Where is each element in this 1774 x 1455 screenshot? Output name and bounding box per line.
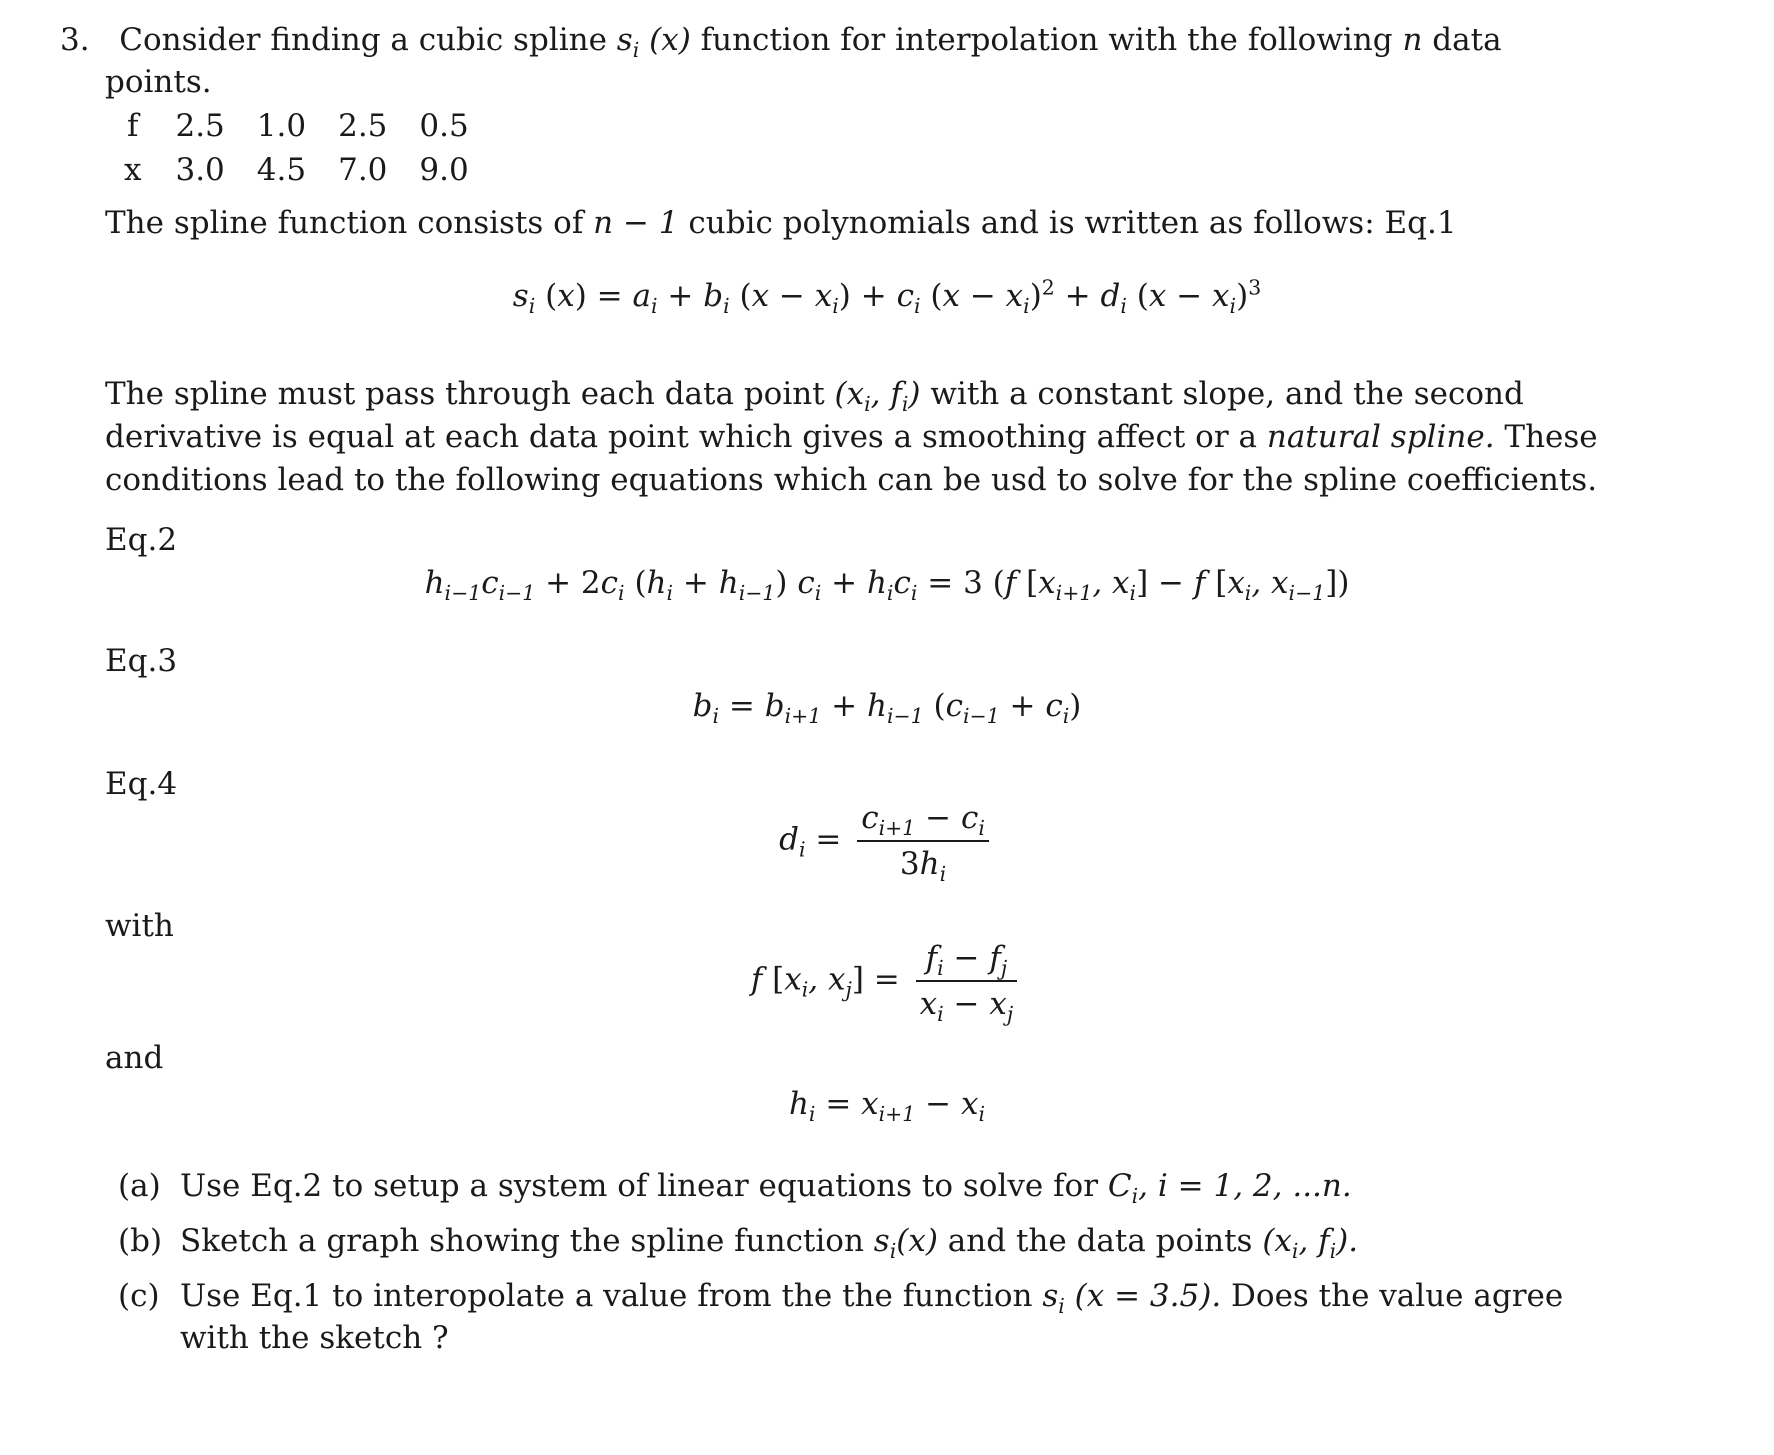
paragraph-line3: conditions lead to the following equations which can be usd to solve for the spline coefficients. xyxy=(105,462,1598,498)
problem-number: 3. xyxy=(60,22,90,58)
table-row-x xyxy=(124,148,485,192)
paragraph-line2: derivative is equal at each data point which gives a smoothing affect or a natural spline. These xyxy=(105,419,1598,455)
spline-sentence: The spline function consists of n − 1 cubic polynomials and is written as follows: Eq.1 xyxy=(105,205,1457,241)
item-a: (a) Use Eq.2 to setup a system of linear equations to solve for $C_i$, i = 1, 2, ...n. xyxy=(118,1168,1352,1209)
table-cell: 2.5 xyxy=(338,108,388,144)
table-label-f: f xyxy=(127,108,139,144)
table-cell: 4.5 xyxy=(256,152,307,188)
intro-text-end: function for interpolation with the following xyxy=(700,22,1393,58)
problem-intro-line2: points. xyxy=(105,64,212,100)
n-minus-one: n − 1 xyxy=(593,205,679,241)
table-cell: 7.0 xyxy=(338,152,388,188)
item-c: (c) Use Eq.1 to interopolate a value from the the function $s_i$ (x = 3.5). Does the value agree xyxy=(118,1278,1564,1319)
table-cell: 1.0 xyxy=(256,108,307,144)
eq3-label: Eq.3 xyxy=(105,643,178,679)
natural-spline-term: natural spline. xyxy=(1266,419,1495,455)
intro-n: n xyxy=(1402,22,1423,58)
intro-text: Consider finding a cubic spline xyxy=(119,22,607,58)
item-c-line2: with the sketch ? xyxy=(180,1320,449,1356)
intro-fn: $s_i$ (x) xyxy=(616,22,691,63)
equation-1: $s_i$ $(x) = a_i + b_i$ $(x - x_i) + c_i$ $(x - x_i)^2 + d_i$ $(x - x_i)^3$ xyxy=(512,275,1262,319)
divided-difference-definition: f [$x_i$, $x_j$] = $\frac{f_i - f_j}{x_i - x_j}$ xyxy=(0,940,1774,1022)
equation-4: $d_i$ = $\frac{c_{i+1} - c_i}{3h_i}$ xyxy=(0,800,1774,882)
table-cell: 2.5 xyxy=(175,108,225,144)
equation-3: $b_i = b_{i+1} + h_{i-1}$ $(c_{i-1} + c_i)$ xyxy=(692,688,1082,729)
table-row-f xyxy=(124,104,485,148)
table-cell: 0.5 xyxy=(419,108,469,144)
table-cell: 3.0 xyxy=(175,152,225,188)
table-cell: 9.0 xyxy=(419,152,469,188)
intro-data: data xyxy=(1432,22,1502,58)
table-label-x: x xyxy=(124,152,142,188)
eq4-label: Eq.4 xyxy=(105,766,178,802)
item-b: (b) Sketch a graph showing the spline function $s_i(x)$ and the data points ($x_i$, $f_i$). xyxy=(118,1223,1359,1264)
problem-intro-line1 xyxy=(60,22,1502,63)
with-label: with xyxy=(105,908,174,944)
h-definition: $h_i = x_{i+1} - x_i$ xyxy=(788,1086,986,1127)
data-table xyxy=(124,104,485,192)
eq2-label: Eq.2 xyxy=(105,522,178,558)
and-label: and xyxy=(105,1040,164,1076)
paragraph-line1: The spline must pass through each data point ($x_i$, $f_i$) with a constant slope, and the second xyxy=(105,376,1524,417)
equation-2: $h_{i-1}c_{i-1} + 2c_i$ $(h_i + h_{i-1}) c_i + h_ic_i = 3$ (f [$x_{i+1}$, $x_i] - f$ [$x_i$, $x_{i-1}$]) xyxy=(424,565,1350,606)
